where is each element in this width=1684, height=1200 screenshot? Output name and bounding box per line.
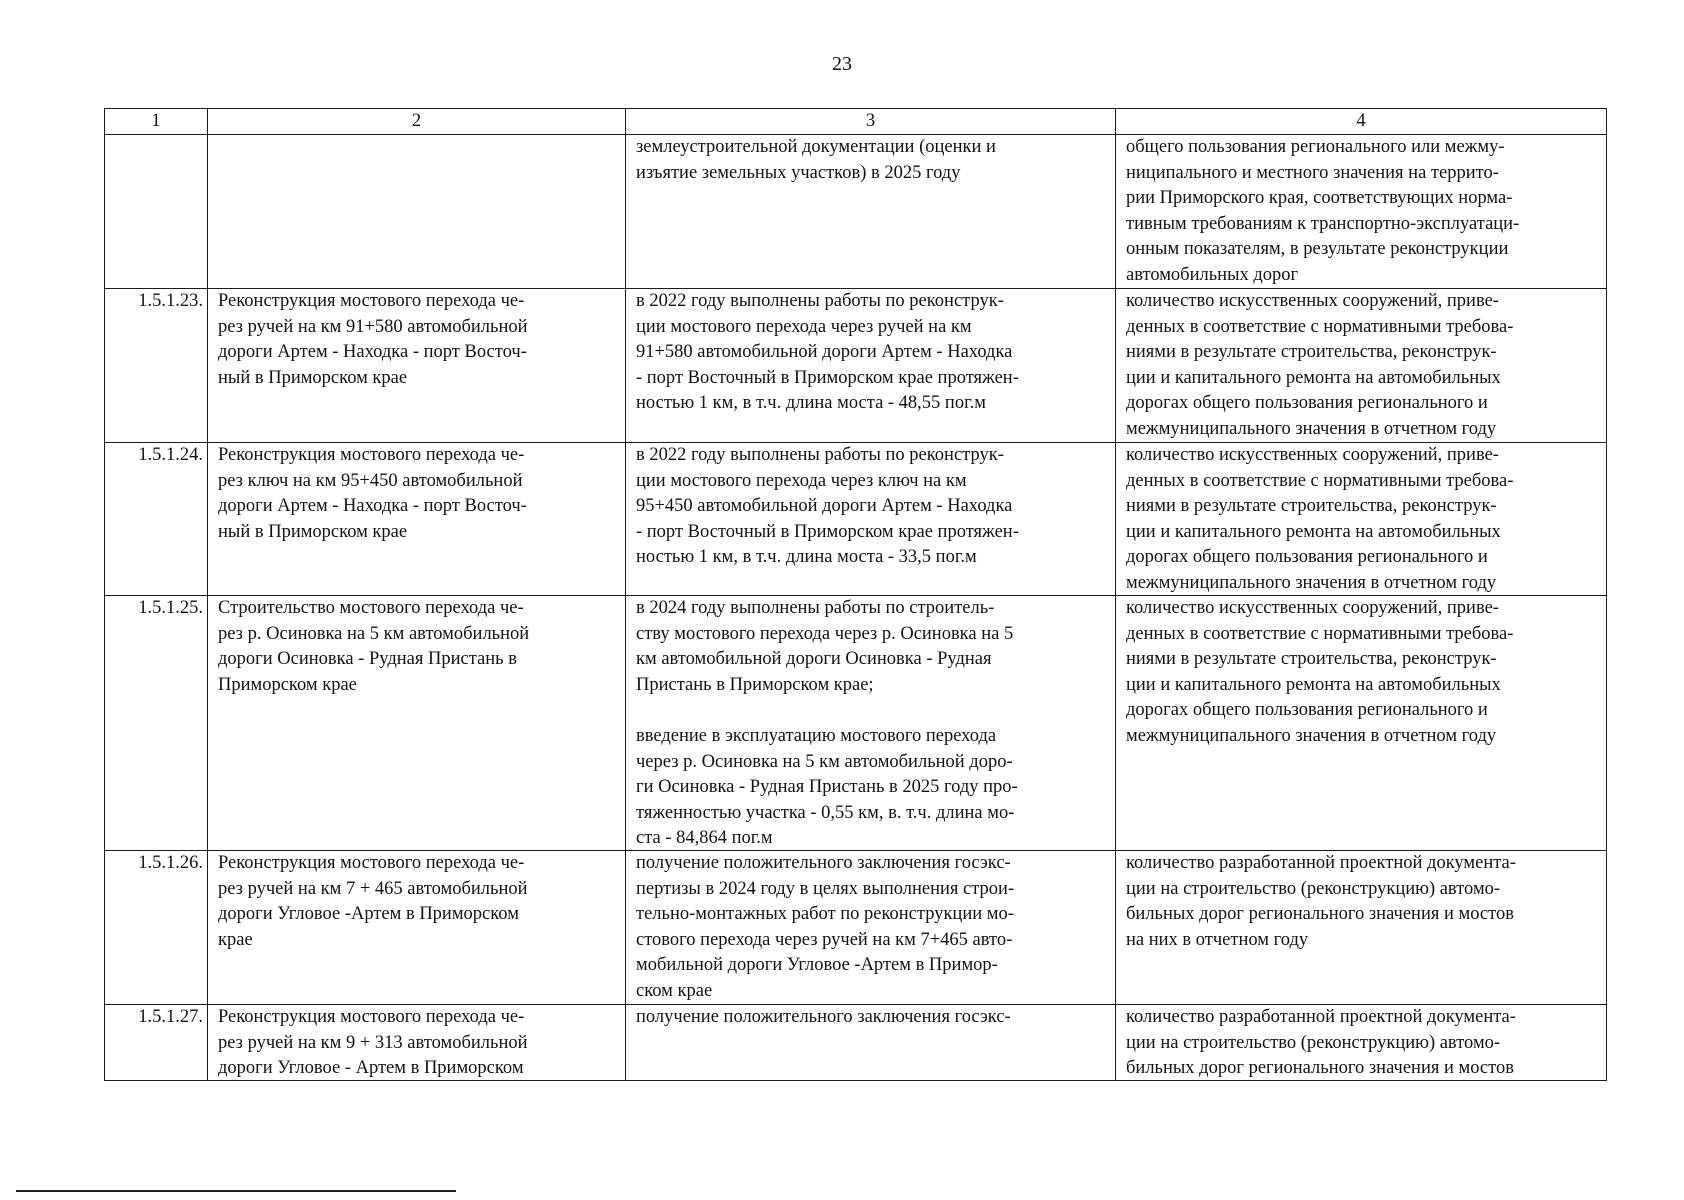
footnote-separator-line <box>16 1190 456 1192</box>
indicator-cell <box>1116 135 1607 289</box>
activity-name-text: Реконструкция мостового перехода че- рез ручей на км 91+580 автомобильной дороги Артем - Находка - порт Восточ- ный в Приморском крае <box>218 291 528 388</box>
result-cell <box>626 596 1116 851</box>
table-row-1-5-1-23 <box>105 289 1607 443</box>
table-row-1-5-1-25 <box>105 596 1607 851</box>
row-number-cell: 1.5.1.23. <box>105 289 208 443</box>
column-number-4: 4 <box>1116 109 1607 135</box>
result-text: получение положительного заключения госэкс- <box>636 1007 1011 1027</box>
row-number-cell <box>105 135 208 289</box>
indicator-text: общего пользования регионального или межму- ниципального и местного значения на террито- рии Приморского края, соответствующих норма- тивным требованиям к транспортно-эксплуатаци- онным показателям, в результате реконструкции автомобильных дорог <box>1126 137 1520 285</box>
indicator-cell <box>1116 1005 1607 1081</box>
result-cell <box>626 1005 1116 1081</box>
result-text: землеустроительной документации (оценки и изъятие земельных участков) в 2025 году <box>636 137 996 183</box>
row-number-cell: 1.5.1.24. <box>105 443 208 596</box>
row-number-cell: 1.5.1.25. <box>105 596 208 851</box>
indicator-cell <box>1116 596 1607 851</box>
indicator-text: количество искусственных сооружений, приве- денных в соответствие с нормативными требова- ниями в результате строительства, реконструк- ции и капитального ремонта на автомобильных дорогах общего пользования регионального и межмуниципального значения в отчетном году <box>1126 445 1514 593</box>
table-row-continued <box>105 135 1607 289</box>
activity-name-text: Строительство мостового перехода че- рез р. Осиновка на 5 км автомобильной дороги Осиновка - Рудная Пристань в Приморском крае <box>218 598 530 695</box>
table-row-1-5-1-24 <box>105 443 1607 596</box>
program-activities-table <box>104 108 1607 1081</box>
activity-name-cell <box>208 596 626 851</box>
result-text: в 2022 году выполнены работы по реконструк- ции мостового перехода через ключ на км 95+450 автомобильной дороги Артем - Находка - порт Восточный в Приморском крае протяжен- ностью 1 км, в т.ч. длина моста - 33,5 пог.м <box>636 445 1019 568</box>
table-row-1-5-1-26 <box>105 851 1607 1005</box>
activity-name-cell <box>208 851 626 1005</box>
result-cell <box>626 135 1116 289</box>
result-text: в 2024 году выполнены работы по строитель- ству мостового перехода через р. Осиновка на 5 км автомобильной дороги Осиновка - Рудная Пристань в Приморском крае; введение в эксплуатацию мостового перехода через р. Осиновка на 5 км автомобильной доро- ги Осиновка - Рудная Пристань в 2025 году про- тяженностью участка - 0,55 км, в. т.ч. длина мо- ста - 84,864 пог.м <box>636 598 1018 849</box>
indicator-text: количество разработанной проектной документа- ции на строительство (реконструкцию) автомо- бильных дорог регионального значения и мостов <box>1126 1007 1516 1079</box>
activity-name-cell <box>208 443 626 596</box>
activity-name-text: Реконструкция мостового перехода че- рез ручей на км 9 + 313 автомобильной дороги Угловое - Артем в Приморском <box>218 1007 528 1079</box>
table-row-1-5-1-27 <box>105 1005 1607 1081</box>
page-number: 23 <box>832 53 852 75</box>
column-number-row <box>105 109 1607 135</box>
column-number-1: 1 <box>105 109 208 135</box>
indicator-cell <box>1116 443 1607 596</box>
result-cell <box>626 289 1116 443</box>
indicator-cell <box>1116 851 1607 1005</box>
result-cell <box>626 851 1116 1005</box>
row-number-cell: 1.5.1.26. <box>105 851 208 1005</box>
indicator-text: количество разработанной проектной документа- ции на строительство (реконструкцию) автомо- бильных дорог регионального значения и мостов на них в отчетном году <box>1126 853 1516 950</box>
indicator-text: количество искусственных сооружений, приве- денных в соответствие с нормативными требова- ниями в результате строительства, реконструк- ции и капитального ремонта на автомобильных дорогах общего пользования регионального и межмуниципального значения в отчетном году <box>1126 291 1514 439</box>
column-number-2: 2 <box>208 109 626 135</box>
result-text: в 2022 году выполнены работы по реконструк- ции мостового перехода через ручей на км 91+580 автомобильной дороги Артем - Находка - порт Восточный в Приморском крае протяжен- ностью 1 км, в т.ч. длина моста - 48,55 пог.м <box>636 291 1019 414</box>
activity-name-cell <box>208 135 626 289</box>
result-cell <box>626 443 1116 596</box>
activity-name-text: Реконструкция мостового перехода че- рез ключ на км 95+450 автомобильной дороги Артем - Находка - порт Восточ- ный в Приморском крае <box>218 445 527 542</box>
activity-name-text: Реконструкция мостового перехода че- рез ручей на км 7 + 465 автомобильной дороги Угловое -Артем в Приморском крае <box>218 853 528 950</box>
indicator-text: количество искусственных сооружений, приве- денных в соответствие с нормативными требова- ниями в результате строительства, реконструк- ции и капитального ремонта на автомобильных дорогах общего пользования регионального и межмуниципального значения в отчетном году <box>1126 598 1514 746</box>
row-number-cell: 1.5.1.27. <box>105 1005 208 1081</box>
result-text: получение положительного заключения госэкс- пертизы в 2024 году в целях выполнения строи- тельно-монтажных работ по реконструкции мо- стового перехода через ручей на км 7+465 авто- мобильной дороги Угловое -Артем в Примор- ском крае <box>636 853 1015 1001</box>
indicator-cell <box>1116 289 1607 443</box>
column-number-3: 3 <box>626 109 1116 135</box>
activity-name-cell <box>208 289 626 443</box>
activity-name-cell <box>208 1005 626 1081</box>
